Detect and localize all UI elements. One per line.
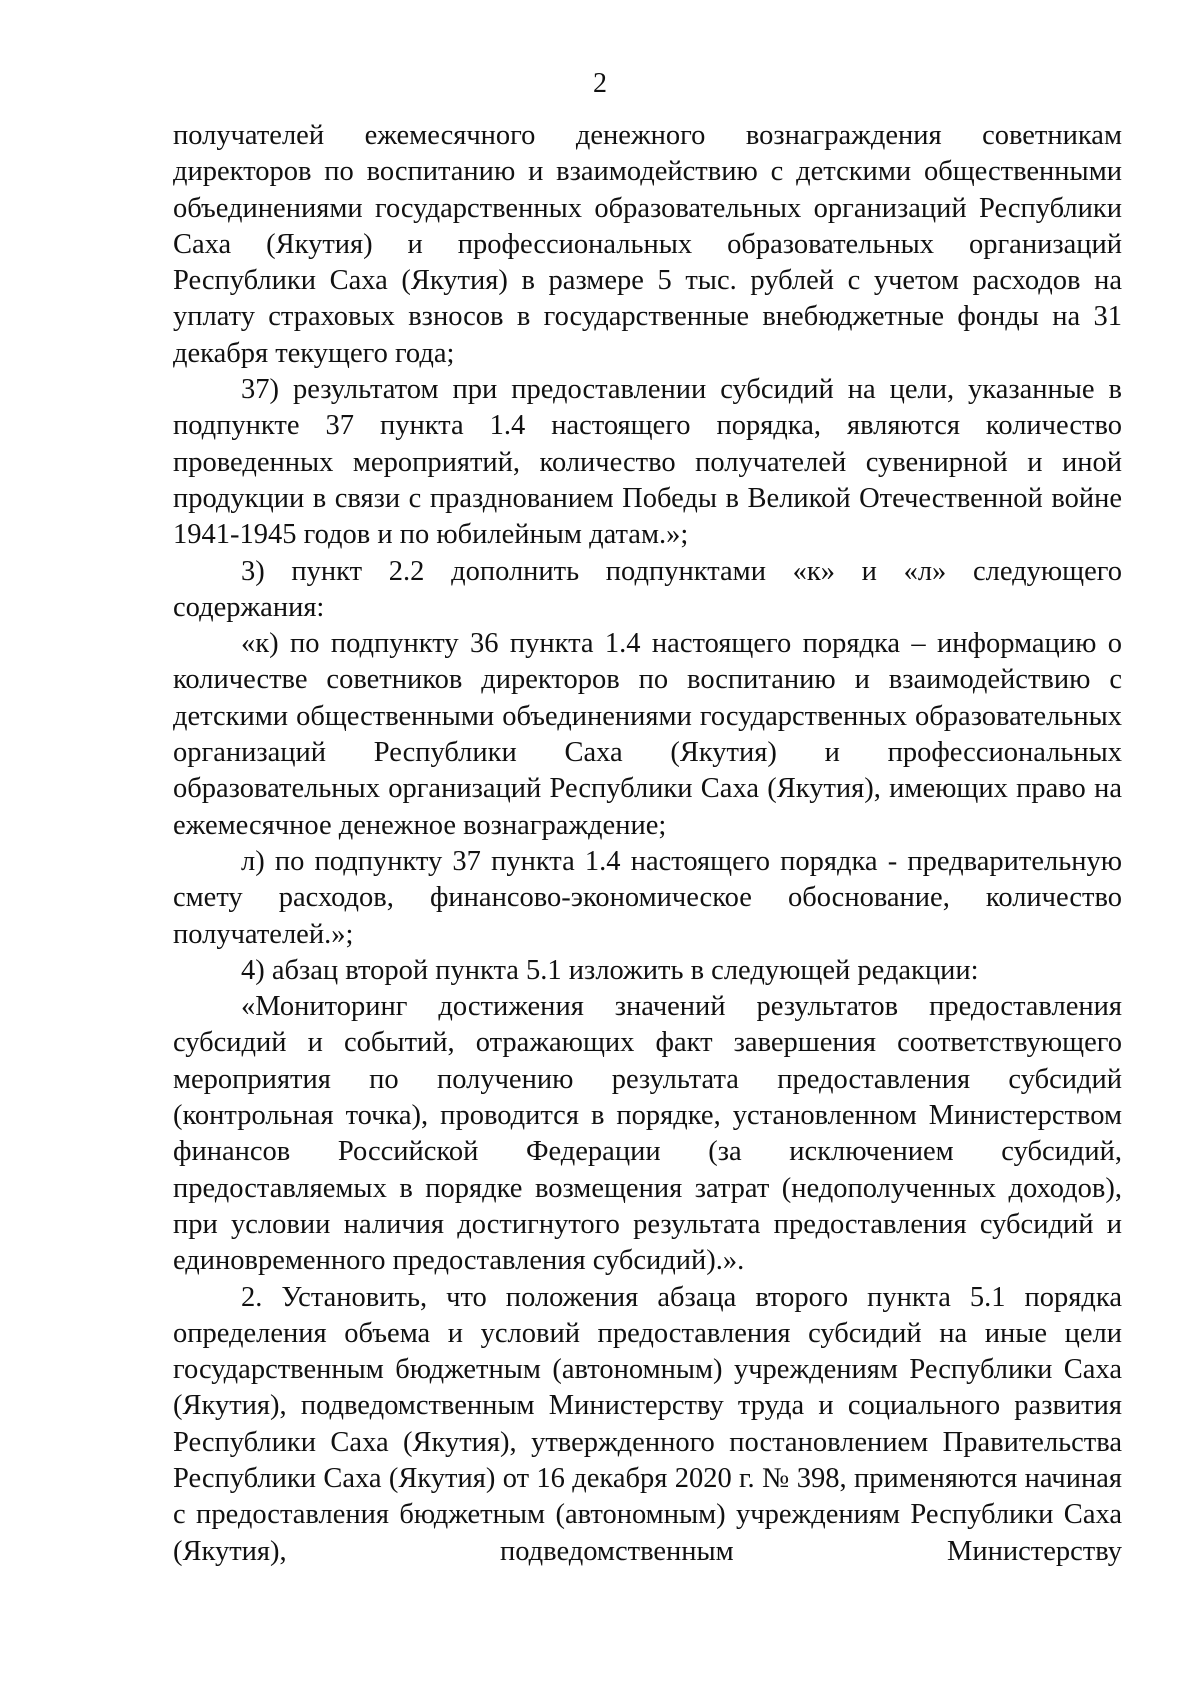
paragraph-continuation: получателей ежемесячного денежного вознаграждения советникам директоров по воспитанию и взаимодействию с детскими общественными объединениями государственных образовательных организаций Республики Саха (Якутия) и профессиональных образовательных организаций Республики Саха (Якутия) в размере 5 тыс. рублей с учетом расходов на уплату страховых взносов в государственные внебюджетные фонды на 31 декабря текущего года; — [173, 120, 1122, 369]
paragraph-subitem-l: л) по подпункту 37 пункта 1.4 настоящего порядка - предварительную смету расходов, финансово-экономическое обоснование, количество получателей.»; — [173, 845, 1122, 950]
paragraph-point-4: 4) абзац второй пункта 5.1 изложить в следующей редакции: — [241, 954, 979, 986]
paragraph-subitem-k: «к) по подпункту 36 пункта 1.4 настоящего порядка – информацию о количестве советников директоров по воспитанию и взаимодействию с детскими общественными объединениями государственных образовательных организаций Республики Саха (Якутия) и профессиональных образовательных организаций Республики Саха (Якутия), имеющих право на ежемесячное денежное вознаграждение; — [173, 628, 1122, 841]
document-body — [173, 118, 1122, 1570]
paragraph-item-37: 37) результатом при предоставлении субсидий на цели, указанные в подпункте 37 пункта 1.4 настоящего порядка, являются количество проведенных мероприятий, количество получателей сувенирной и иной продукции в связи с празднованием Победы в Великой Отечественной войне 1941-1945 годов и по юбилейным датам.»; — [173, 374, 1122, 551]
page-number: 2 — [593, 68, 607, 99]
paragraph-monitoring: «Мониторинг достижения значений результатов предоставления субсидий и событий, отражающих факт завершения соответствующего мероприятия по получению результата предоставления субсидий (контрольная точка), проводится в порядке, установленном Министерством финансов Российской Федерации (за исключением субсидий, предоставляемых в порядке возмещения затрат (недополученных доходов), при условии наличия достигнутого результата предоставления субсидий и единовременного предоставления субсидий).». — [173, 991, 1122, 1277]
paragraph-point-3: 3) пункт 2.2 дополнить подпунктами «к» и «л» следующего содержания: — [173, 555, 1122, 623]
paragraph-section-2: 2. Установить, что положения абзаца второго пункта 5.1 порядка определения объема и условий предоставления субсидий на иные цели государственным бюджетным (автономным) учреждениям Республики Саха (Якутия), подведомственным Министерству труда и социального развития Республики Саха (Якутия), утвержденного постановлением Правительства Республики Саха (Якутия) от 16 декабря 2020 г. № 398, применяются начиная с предоставления бюджетным (автономным) учреждениям Республики Саха (Якутия), подведомственным Министерству — [173, 1281, 1122, 1567]
